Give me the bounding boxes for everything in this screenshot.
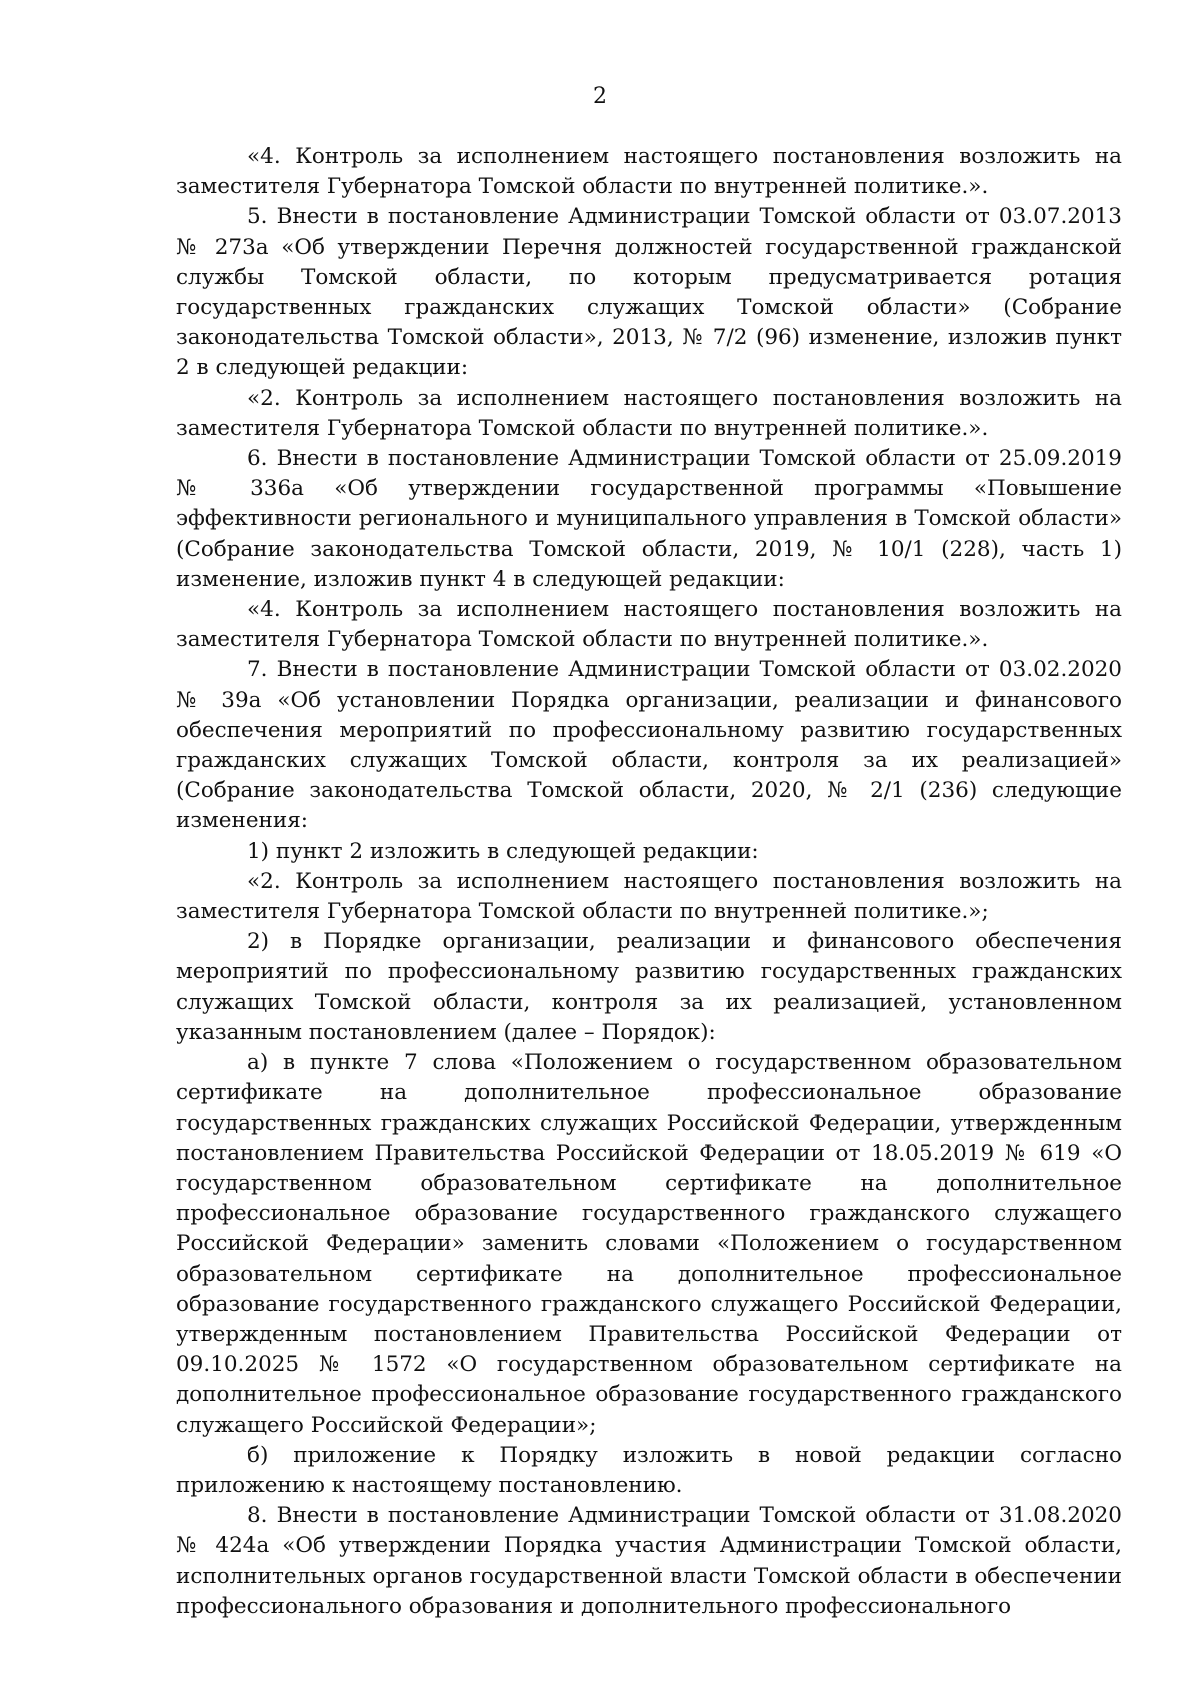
paragraph-point-7: 7. Внести в постановление Администрации Томской области от 03.02.2020 № 39а «Об установлении Порядка организации, реализации и финансового обеспечения мероприятий по профессиональному развитию государственных гражданских служащих Томской области, контроля за их реализацией» (Собрание законодательства Томской области, 2020, № 2/1 (236) следующие изменения: — [176, 657, 1122, 834]
paragraph-subpoint-1: 1) пункт 2 изложить в следующей редакции: — [247, 838, 759, 864]
paragraph-item-4-control: «4. Контроль за исполнением настоящего постановления возложить на заместителя Губернатора Томской области по внутренней политике.». — [176, 144, 1122, 200]
paragraph-point-6: 6. Внести в постановление Администрации Томской области от 25.09.2019 № 336а «Об утверждении государственной программы «Повышение эффективности регионального и муниципального управления в Томской области» (Собрание законодательства Томской области, 2019, № 10/1 (228), часть 1) изменение, изложив пункт 4 в следующей редакции: — [176, 446, 1122, 592]
paragraph-item-2-control-second: «2. Контроль за исполнением настоящего постановления возложить на заместителя Губернатора Томской области по внутренней политике.»; — [176, 868, 1122, 925]
paragraph-point-5: 5. Внести в постановление Администрации Томской области от 03.07.2013 № 273а «Об утверждении Перечня должностей государственной гражданской службы Томской области, по которым предусматривается ротация государственных гражданских служащих Томской области» (Собрание законодательства Томской области», 2013, № 7/2 (96) изменение, изложив пункт 2 в следующей редакции: — [176, 204, 1122, 381]
paragraph-subpoint-a: а) в пункте 7 слова «Положением о государственном образовательном сертификате на дополнительное профессиональное образование государственных гражданских служащих Российской Федерации, утвержденным постановлением Правительства Российской Федерации от 18.05.2019 № 619 «О государственном образовательном сертификате на дополнительное профессиональное образование государственного гражданского служащего Российской Федерации» заменить словами «Положением о государственном образовательном сертификате на дополнительное профессиональное образование государственного гражданского служащего Российской Федерации, утвержденным постановлением Правительства Российской Федерации от 09.10.2025 № 1572 «О государственном образовательном сертификате на дополнительное профессиональное образование государственного гражданского служащего Российской Федерации»; — [176, 1050, 1122, 1438]
paragraph-subpoint-b: б) приложение к Порядку изложить в новой редакции согласно приложению к настоящему постановлению. — [176, 1442, 1122, 1498]
paragraph-subpoint-2: 2) в Порядке организации, реализации и финансового обеспечения мероприятий по профессиональному развитию государственных гражданских служащих Томской области, контроля за их реализацией, установленном указанным постановлением (далее – Порядок): — [176, 929, 1122, 1045]
paragraph-item-2-control: «2. Контроль за исполнением настоящего постановления возложить на заместителя Губернатора Томской области по внутренней политике.». — [176, 385, 1122, 441]
page-number: 2 — [593, 84, 607, 109]
paragraph-point-8: 8. Внести в постановление Администрации Томской области от 31.08.2020 № 424а «Об утверждении Порядка участия Администрации Томской области, исполнительных органов государственной власти Томской области в обеспечении профессионального образования и дополнительного профессионального — [176, 1503, 1122, 1619]
paragraph-item-4-control-second: «4. Контроль за исполнением настоящего постановления возложить на заместителя Губернатора Томской области по внутренней политике.». — [176, 597, 1122, 653]
document-body — [176, 142, 1122, 1622]
